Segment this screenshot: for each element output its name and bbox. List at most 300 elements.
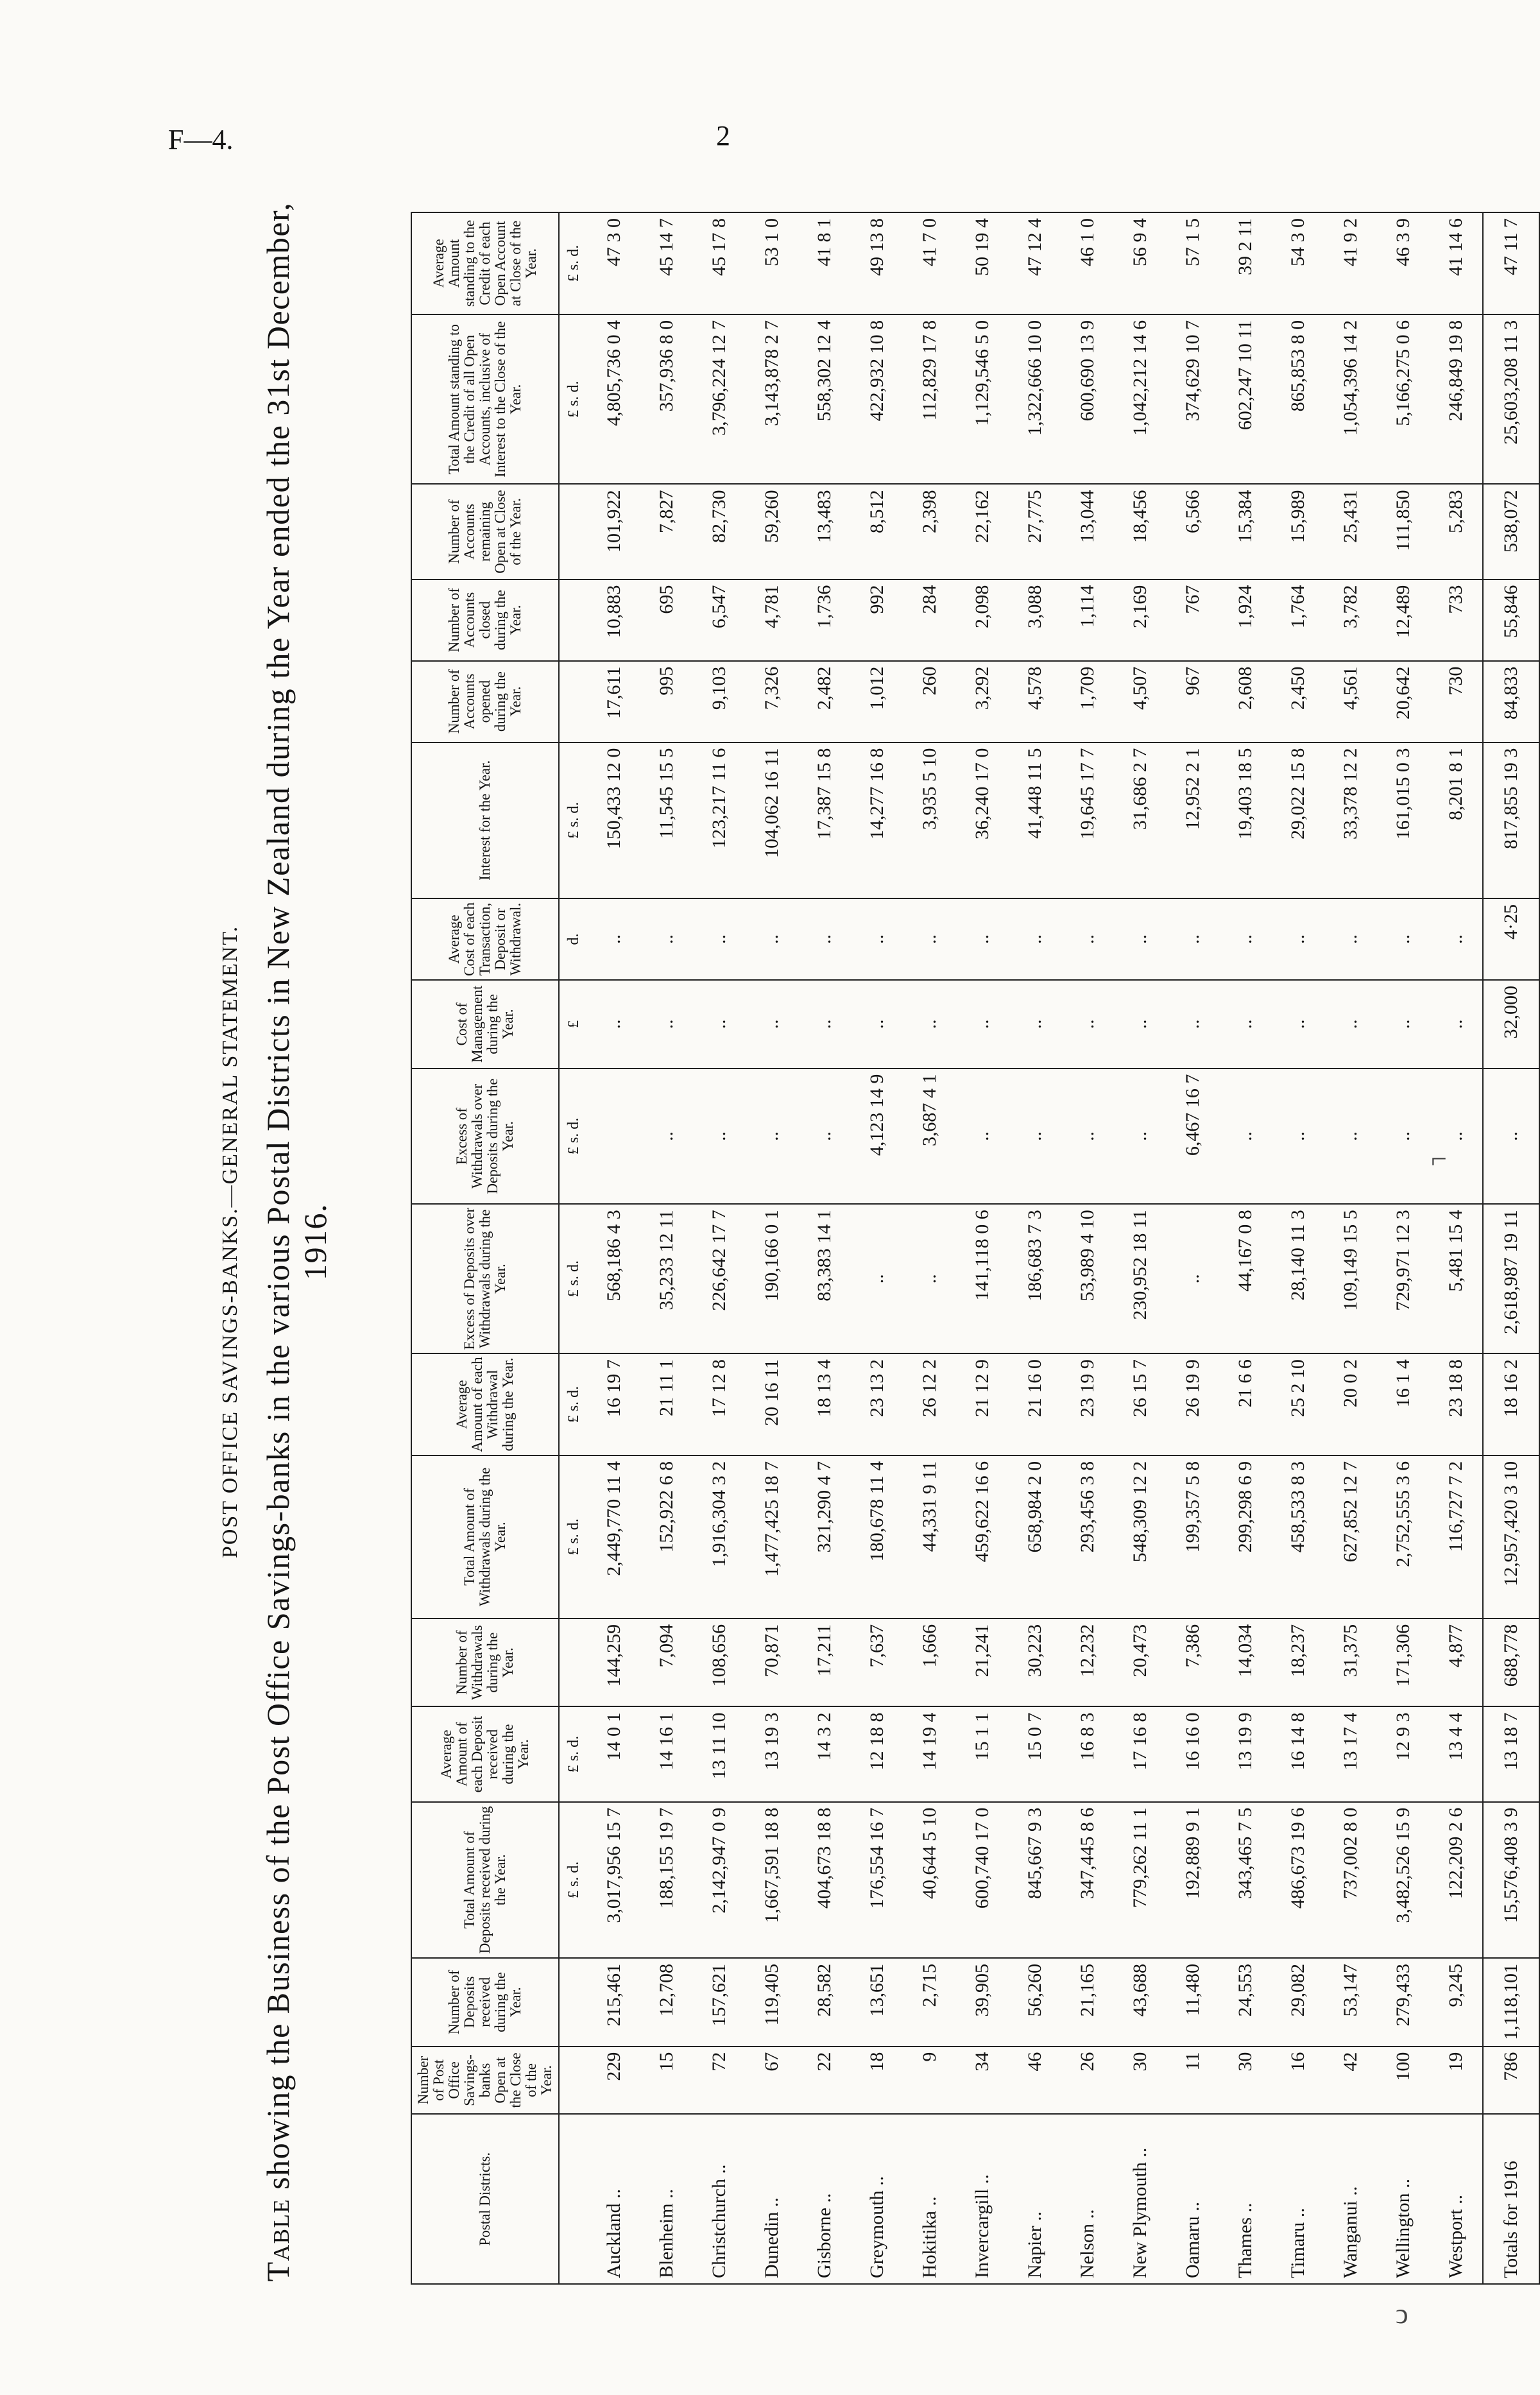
table-cell: 152,922 6 8	[640, 1455, 693, 1618]
column-header: Excess of Deposits over Withdrawals during the Year.	[411, 1204, 559, 1353]
table-cell: 56 9 4	[1114, 212, 1167, 314]
table-cell: 1,114	[1061, 579, 1114, 661]
table-cell: ..	[956, 1069, 1009, 1205]
table-cell: 845,667 9 3	[1009, 1802, 1061, 1958]
table-cell: 1,129,546 5 0	[956, 314, 1009, 485]
column-header: Number of Withdrawals during the Year.	[411, 1618, 559, 1707]
table-cell: 7,326	[746, 661, 798, 743]
table-cell: 7,386	[1167, 1618, 1219, 1707]
table-cell: 8,512	[851, 484, 903, 579]
table-cell: 23 18 8	[1430, 1353, 1483, 1455]
table-cell: 600,690 13 9	[1061, 314, 1114, 485]
table-cell: 192,889 9 1	[1167, 1802, 1219, 1958]
table-cell: 6,566	[1167, 484, 1219, 579]
unit-label: £ s. d.	[559, 1069, 588, 1205]
table-cell: 13 11 10	[693, 1706, 746, 1801]
title-text: showing the Business of the Post Office Savings-banks in the various Postal Districts in New Zealand during the Year ended the 31st December, 1916.	[260, 202, 333, 2190]
total-cell: 817,855 19 3	[1483, 743, 1539, 898]
table-cell: 16 1 4	[1377, 1353, 1430, 1455]
table-cell: 13,651	[851, 1958, 903, 2047]
district-name: Gisborne ..	[798, 2114, 851, 2284]
table-cell: 293,456 3 8	[1061, 1455, 1114, 1618]
table-cell: 730	[1430, 661, 1483, 743]
unit-label	[559, 579, 588, 661]
table-cell: 2,752,555 3 6	[1377, 1455, 1430, 1618]
table-cell: 14 16 1	[640, 1706, 693, 1801]
margin-mark: ↄ	[1396, 2298, 1408, 2330]
table-cell: 11,545 15 5	[640, 743, 693, 898]
table-cell: 45 14 7	[640, 212, 693, 314]
table-cell: 17 12 8	[693, 1353, 746, 1455]
district-name: Blenheim ..	[640, 2114, 693, 2284]
table-cell: 14,034	[1219, 1618, 1272, 1707]
table-cell: 17,387 15 8	[798, 743, 851, 898]
table-cell: ..	[798, 980, 851, 1069]
table-cell: ..	[956, 898, 1009, 980]
table-cell: 13 19 3	[746, 1706, 798, 1801]
table-cell: 15 0 7	[1009, 1706, 1061, 1801]
table-cell: 260	[903, 661, 956, 743]
table-cell: ..	[746, 980, 798, 1069]
table-cell: 23 19 9	[1061, 1353, 1114, 1455]
table-cell: 15 1 1	[956, 1706, 1009, 1801]
table-cell: 111,850	[1377, 484, 1430, 579]
table-cell: 161,015 0 3	[1377, 743, 1430, 898]
table-cell: 6,467 16 7	[1167, 1069, 1219, 1205]
table-cell: 49 13 8	[851, 212, 903, 314]
table-cell: 1,736	[798, 579, 851, 661]
total-cell: 4·25	[1483, 898, 1539, 980]
table-cell: 767	[1167, 579, 1219, 661]
column-header: Total Amount of Withdrawals during the Year.	[411, 1455, 559, 1618]
table-cell: 230,952 18 11	[1114, 1204, 1167, 1353]
table-row	[693, 212, 746, 2284]
table-cell: ..	[1272, 898, 1324, 980]
table-cell: 56,260	[1009, 1958, 1061, 2047]
table-cell: 779,262 11 1	[1114, 1802, 1167, 1958]
table-cell: 486,673 19 6	[1272, 1802, 1324, 1958]
table-cell: 2,482	[798, 661, 851, 743]
table-row	[746, 212, 798, 2284]
table-cell: 3,143,878 2 7	[746, 314, 798, 485]
table-cell: 5,166,275 0 6	[1377, 314, 1430, 485]
table-cell: 16 14 8	[1272, 1706, 1324, 1801]
table-cell: 22,162	[956, 484, 1009, 579]
table-cell: 26 12 2	[903, 1353, 956, 1455]
table-cell: 14 0 1	[588, 1706, 640, 1801]
table-cell: 190,166 0 1	[746, 1204, 798, 1353]
district-name: Invercargill ..	[956, 2114, 1009, 2284]
table-cell: 8,201 8 1	[1430, 743, 1483, 898]
table-cell: ..	[851, 898, 903, 980]
table-cell: 53 1 0	[746, 212, 798, 314]
total-cell: 2,618,987 19 11	[1483, 1204, 1539, 1353]
table-cell: ..	[903, 1204, 956, 1353]
table-cell: 16 19 7	[588, 1353, 640, 1455]
table-cell: 17 16 8	[1114, 1706, 1167, 1801]
page-number: 2	[716, 120, 730, 151]
table-cell: 9,103	[693, 661, 746, 743]
table-cell: 20,642	[1377, 661, 1430, 743]
table-cell: 5,481 15 4	[1430, 1204, 1483, 1353]
table-cell: 33,378 12 2	[1324, 743, 1377, 898]
table-cell: 299,298 6 9	[1219, 1455, 1272, 1618]
column-header: Number of Accounts opened during the Year.	[411, 661, 559, 743]
table-cell: 2,142,947 0 9	[693, 1802, 746, 1958]
table-row	[1219, 212, 1272, 2284]
table-cell: 28,582	[798, 1958, 851, 2047]
table-cell: 602,247 10 11	[1219, 314, 1272, 485]
table-cell: 41 9 2	[1324, 212, 1377, 314]
column-header: Average Amount of each Withdrawal during the Year.	[411, 1353, 559, 1455]
table-cell: 141,118 0 6	[956, 1204, 1009, 1353]
table-cell: 4,561	[1324, 661, 1377, 743]
table-cell: 4,123 14 9	[851, 1069, 903, 1205]
table-cell: 23 13 2	[851, 1353, 903, 1455]
table-cell: 4,507	[1114, 661, 1167, 743]
table-cell: 7,094	[640, 1618, 693, 1707]
table-cell: 3,482,526 15 9	[1377, 1802, 1430, 1958]
table-cell: ..	[1324, 980, 1377, 1069]
unit-label	[559, 2114, 588, 2284]
table-cell: 16	[1272, 2047, 1324, 2115]
table-cell: ..	[1324, 898, 1377, 980]
table-cell: 17,211	[798, 1618, 851, 1707]
table-cell: 15,384	[1219, 484, 1272, 579]
total-cell: 47 11 7	[1483, 212, 1539, 314]
table-cell: 12,952 2 1	[1167, 743, 1219, 898]
table-cell: 357,936 8 0	[640, 314, 693, 485]
table-cell: ..	[903, 980, 956, 1069]
district-name: Greymouth ..	[851, 2114, 903, 2284]
table-cell: 4,805,736 0 4	[588, 314, 640, 485]
total-cell: 1,118,101	[1483, 1958, 1539, 2047]
table-cell: 347,445 8 6	[1061, 1802, 1114, 1958]
table-cell: 176,554 16 7	[851, 1802, 903, 1958]
total-cell: 15,576,408 3 9	[1483, 1802, 1539, 1958]
table-cell: ..	[1430, 1069, 1483, 1205]
table-cell: 995	[640, 661, 693, 743]
table-cell: 41 14 6	[1430, 212, 1483, 314]
table-cell: 1,916,304 3 2	[693, 1455, 746, 1618]
table-cell: 4,877	[1430, 1618, 1483, 1707]
table-cell: ..	[1324, 1069, 1377, 1205]
table-cell: 343,465 7 5	[1219, 1802, 1272, 1958]
totals-label: Totals for 1916	[1483, 2114, 1539, 2284]
table-cell: 3,088	[1009, 579, 1061, 661]
total-cell: 84,833	[1483, 661, 1539, 743]
table-cell: 1,709	[1061, 661, 1114, 743]
column-header: Total Amount of Deposits received during the Year.	[411, 1802, 559, 1958]
table-row	[1324, 212, 1377, 2284]
table-cell: ..	[640, 1069, 693, 1205]
table-cell: 19,403 18 5	[1219, 743, 1272, 898]
table-cell: 12 18 8	[851, 1706, 903, 1801]
table-cell: 7,637	[851, 1618, 903, 1707]
table-row	[1272, 212, 1324, 2284]
table-cell: 112,829 17 8	[903, 314, 956, 485]
table-cell: 25 2 10	[1272, 1353, 1324, 1455]
table-cell: 9	[903, 2047, 956, 2115]
table-row	[1377, 212, 1430, 2284]
table-cell: ..	[693, 1069, 746, 1205]
table-cell: 44,331 9 11	[903, 1455, 956, 1618]
table-cell: 458,533 8 3	[1272, 1455, 1324, 1618]
margin-mark: ⌐	[1431, 1143, 1447, 1174]
table-cell: ..	[1377, 980, 1430, 1069]
table-cell: 72	[693, 2047, 746, 2115]
unit-label	[559, 1618, 588, 1707]
table-cell: 150,433 12 0	[588, 743, 640, 898]
table-cell: ..	[588, 898, 640, 980]
table-cell: 82,730	[693, 484, 746, 579]
table-cell: 28,140 11 3	[1272, 1204, 1324, 1353]
table-cell: 22	[798, 2047, 851, 2115]
unit-label: £ s. d.	[559, 743, 588, 898]
table-cell: 31,686 2 7	[1114, 743, 1167, 898]
table-cell: 42	[1324, 2047, 1377, 2115]
table-cell: 53,989 4 10	[1061, 1204, 1114, 1353]
table-cell: 4,578	[1009, 661, 1061, 743]
table-cell: 14 19 4	[903, 1706, 956, 1801]
table-cell: 157,621	[693, 1958, 746, 2047]
table-cell: 41,448 11 5	[1009, 743, 1061, 898]
total-cell: 32,000	[1483, 980, 1539, 1069]
unit-label: £ s. d.	[559, 212, 588, 314]
district-name: Christchurch ..	[693, 2114, 746, 2284]
table-cell: 558,302 12 4	[798, 314, 851, 485]
table-cell: 19,645 17 7	[1061, 743, 1114, 898]
table-cell: ..	[798, 898, 851, 980]
table-cell: 3,687 4 1	[903, 1069, 956, 1205]
table-cell: 119,405	[746, 1958, 798, 2047]
table-cell: 36,240 17 0	[956, 743, 1009, 898]
district-name: Nelson ..	[1061, 2114, 1114, 2284]
table-cell: 108,656	[693, 1618, 746, 1707]
column-header: Cost of Management during the Year.	[411, 980, 559, 1069]
table-cell: 26	[1061, 2047, 1114, 2115]
table-cell: 1,666	[903, 1618, 956, 1707]
page-identifier: F—4.	[168, 124, 234, 155]
table-cell: 12,232	[1061, 1618, 1114, 1707]
table-cell: 3,782	[1324, 579, 1377, 661]
table-row	[1430, 212, 1483, 2284]
table-cell: ..	[746, 898, 798, 980]
column-header: Interest for the Year.	[411, 743, 559, 898]
table-cell: 284	[903, 579, 956, 661]
column-header: Average Amount standing to the Credit of each Open Account at Close of the Year.	[411, 212, 559, 314]
table-cell: 2,449,770 11 4	[588, 1455, 640, 1618]
table-cell: 17,611	[588, 661, 640, 743]
title-prefix: Table	[260, 2198, 296, 2282]
table-cell: 57 1 5	[1167, 212, 1219, 314]
table-cell: 26 15 7	[1114, 1353, 1167, 1455]
table-cell: 1,764	[1272, 579, 1324, 661]
table-cell: 2,169	[1114, 579, 1167, 661]
table-cell: ..	[1167, 898, 1219, 980]
table-cell: ..	[1114, 980, 1167, 1069]
table-cell: 1,012	[851, 661, 903, 743]
table-cell: 21,241	[956, 1618, 1009, 1707]
total-cell: 55,846	[1483, 579, 1539, 661]
table-cell: 279,433	[1377, 1958, 1430, 2047]
table-cell: 226,642 17 7	[693, 1204, 746, 1353]
table-cell: ..	[1061, 1069, 1114, 1205]
total-cell: 12,957,420 3 10	[1483, 1455, 1539, 1618]
table-cell: 54 3 0	[1272, 212, 1324, 314]
table-cell: 548,309 12 2	[1114, 1455, 1167, 1618]
table-cell: 13 4 4	[1430, 1706, 1483, 1801]
table-cell: 2,715	[903, 1958, 956, 2047]
table-row	[640, 212, 693, 2284]
table-cell: 6,547	[693, 579, 746, 661]
table-cell: ..	[640, 898, 693, 980]
rotated-statement	[212, 199, 1521, 2285]
unit-label	[559, 661, 588, 743]
table-cell: 116,727 7 2	[1430, 1455, 1483, 1618]
table-cell: 2,398	[903, 484, 956, 579]
table-cell: 13 19 9	[1219, 1706, 1272, 1801]
table-cell: 59,260	[746, 484, 798, 579]
unit-label: £ s. d.	[559, 1353, 588, 1455]
table-cell: 35,233 12 11	[640, 1204, 693, 1353]
unit-label	[559, 1958, 588, 2047]
table-cell: 229	[588, 2047, 640, 2115]
table-cell: 11,480	[1167, 1958, 1219, 2047]
table-row	[1114, 212, 1167, 2284]
table-cell: ..	[798, 1069, 851, 1205]
table-cell: ..	[1377, 1069, 1430, 1205]
district-name: Thames ..	[1219, 2114, 1272, 2284]
table-cell: ..	[1377, 898, 1430, 980]
table-cell: 30,223	[1009, 1618, 1061, 1707]
table-cell: 26 19 9	[1167, 1353, 1219, 1455]
statement-heading: POST OFFICE SAVINGS-BANKS.—GENERAL STATEMENT.	[218, 925, 242, 1559]
district-name: Hokitika ..	[903, 2114, 956, 2284]
table-cell: 13,044	[1061, 484, 1114, 579]
table-row	[1009, 212, 1061, 2284]
table-cell: 70,871	[746, 1618, 798, 1707]
table-cell: 729,971 12 3	[1377, 1204, 1430, 1353]
table-cell: 24,553	[1219, 1958, 1272, 2047]
table-cell: 422,932 10 8	[851, 314, 903, 485]
table-cell: 18,456	[1114, 484, 1167, 579]
table-cell: 2,608	[1219, 661, 1272, 743]
table-cell: 171,306	[1377, 1618, 1430, 1707]
header-row	[411, 212, 559, 2284]
table-cell: 41 7 0	[903, 212, 956, 314]
table-cell: 20 0 2	[1324, 1353, 1377, 1455]
table-cell: 627,852 12 7	[1324, 1455, 1377, 1618]
district-name: Westport ..	[1430, 2114, 1483, 2284]
table-cell: 47 3 0	[588, 212, 640, 314]
table-cell: ..	[1430, 980, 1483, 1069]
table-cell: 246,849 19 8	[1430, 314, 1483, 485]
table-cell: 45 17 8	[693, 212, 746, 314]
table-cell: ..	[1009, 898, 1061, 980]
total-cell: 538,072	[1483, 484, 1539, 579]
table-cell: 83,383 14 1	[798, 1204, 851, 1353]
table-cell: 14,277 16 8	[851, 743, 903, 898]
table-cell: 14 3 2	[798, 1706, 851, 1801]
table-cell: 1,924	[1219, 579, 1272, 661]
table-cell: 40,644 5 10	[903, 1802, 956, 1958]
unit-label: £ s. d.	[559, 1802, 588, 1958]
table-cell: 3,292	[956, 661, 1009, 743]
table-cell: ..	[588, 980, 640, 1069]
district-name: Napier ..	[1009, 2114, 1061, 2284]
table-cell: 3,796,224 12 7	[693, 314, 746, 485]
table-cell: 47 12 4	[1009, 212, 1061, 314]
table-cell: ..	[1272, 1069, 1324, 1205]
unit-label: £ s. d.	[559, 1204, 588, 1353]
total-cell: 786	[1483, 2047, 1539, 2115]
column-header: Excess of Withdrawals over Deposits during the Year.	[411, 1069, 559, 1205]
table-cell: ..	[1430, 898, 1483, 980]
table-cell: 30	[1219, 2047, 1272, 2115]
table-cell: 3,017,956 15 7	[588, 1802, 640, 1958]
table-cell: 5,283	[1430, 484, 1483, 579]
table-cell: 43,688	[1114, 1958, 1167, 2047]
table-cell: 199,357 5 8	[1167, 1455, 1219, 1618]
table-cell: ..	[1061, 980, 1114, 1069]
unit-label: £ s. d.	[559, 1706, 588, 1801]
table-cell: ..	[1167, 980, 1219, 1069]
unit-label: d.	[559, 898, 588, 980]
district-name: Oamaru ..	[1167, 2114, 1219, 2284]
unit-label: £ s. d.	[559, 1455, 588, 1618]
table-cell: 15	[640, 2047, 693, 2115]
column-header: Number of Post Office Savings-banks Open at the Close of the Year.	[411, 2047, 559, 2115]
table-title	[259, 199, 334, 2285]
table-cell: 404,673 18 8	[798, 1802, 851, 1958]
table-cell: ..	[1219, 980, 1272, 1069]
table-cell: 2,450	[1272, 661, 1324, 743]
table-cell: 12 9 3	[1377, 1706, 1430, 1801]
table-cell: ..	[1061, 898, 1114, 980]
table-cell: 101,922	[588, 484, 640, 579]
table-cell: 21 12 9	[956, 1353, 1009, 1455]
district-name: Timaru ..	[1272, 2114, 1324, 2284]
table-cell: ..	[1272, 980, 1324, 1069]
table-cell: 41 8 1	[798, 212, 851, 314]
table-cell: 967	[1167, 661, 1219, 743]
table-cell: ..	[956, 980, 1009, 1069]
column-header: Average Amount of each Deposit received during the Year.	[411, 1706, 559, 1801]
table-cell: 46	[1009, 2047, 1061, 2115]
unit-label: £ s. d.	[559, 314, 588, 485]
table-cell: ..	[1114, 898, 1167, 980]
table-cell: 109,149 15 5	[1324, 1204, 1377, 1353]
table-cell: 4,781	[746, 579, 798, 661]
unit-label	[559, 2047, 588, 2115]
table-cell: 46 1 0	[1061, 212, 1114, 314]
table-cell: 123,217 11 6	[693, 743, 746, 898]
unit-label: £	[559, 980, 588, 1069]
table-cell: 16 8 3	[1061, 1706, 1114, 1801]
units-row	[559, 212, 588, 2284]
total-cell: 25,603,208 11 3	[1483, 314, 1539, 485]
table-cell: 1,054,396 14 2	[1324, 314, 1377, 485]
table-cell	[588, 1069, 640, 1205]
table-cell: 1,477,425 18 7	[746, 1455, 798, 1618]
table-cell: 10,883	[588, 579, 640, 661]
table-cell: 27,775	[1009, 484, 1061, 579]
table-row	[1061, 212, 1114, 2284]
total-cell: 688,778	[1483, 1618, 1539, 1707]
table-row	[956, 212, 1009, 2284]
table-cell: ..	[1219, 1069, 1272, 1205]
